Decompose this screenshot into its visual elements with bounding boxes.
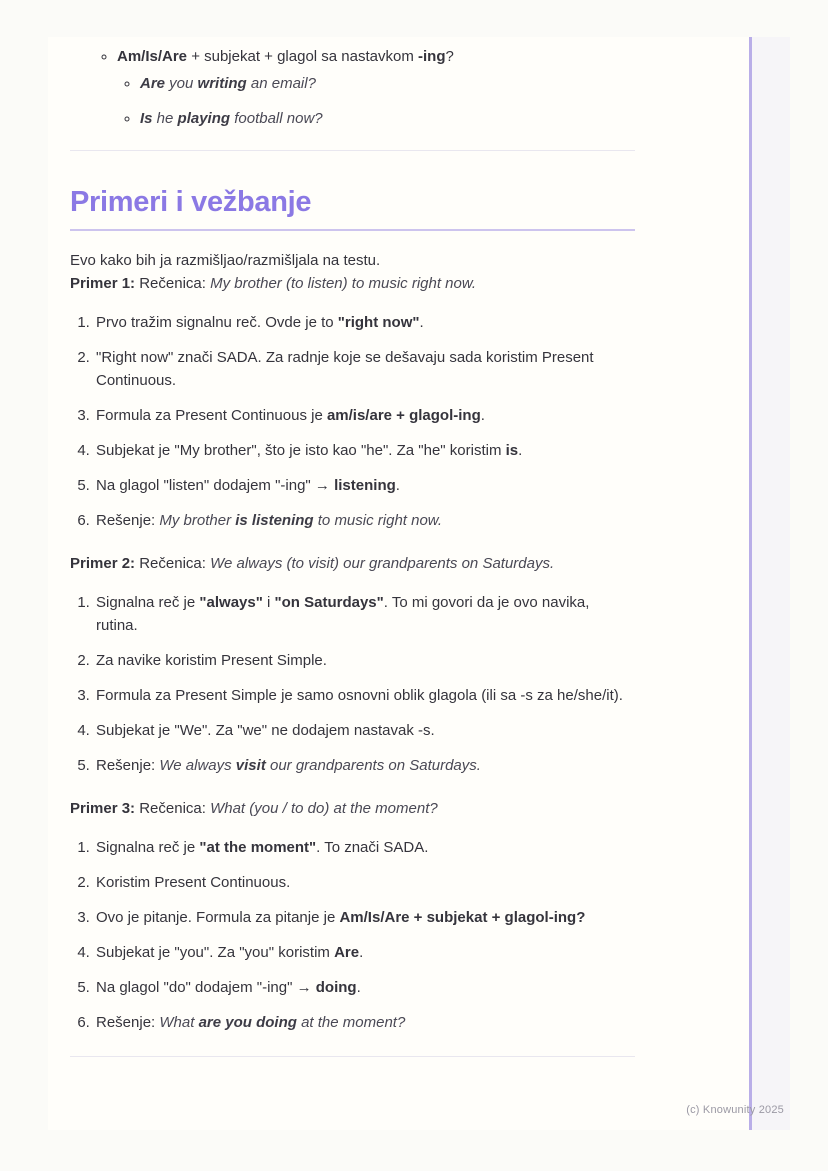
text-segment: Subjekat je "you". Za "you" koristim — [96, 944, 335, 961]
example-block — [70, 552, 635, 777]
text-segment: Na glagol "listen" dodajem "-ing" → — [96, 477, 335, 494]
step-item — [94, 754, 635, 777]
step-item — [94, 684, 635, 707]
text-segment: . — [359, 944, 364, 961]
step-item — [94, 836, 635, 859]
text-segment: What — [159, 1014, 199, 1031]
step-item — [94, 346, 635, 392]
text-segment: . — [356, 979, 361, 996]
scrollbar[interactable] — [749, 37, 752, 1130]
example-block — [70, 797, 635, 1034]
text-segment: Signalna reč je — [96, 839, 200, 856]
text-segment: visit — [235, 757, 266, 774]
bullet-sublist — [117, 72, 635, 130]
text-segment: Are — [334, 944, 360, 961]
text-segment: our grandparents on Saturdays. — [265, 757, 481, 774]
text-segment: . — [518, 442, 523, 459]
text-segment: Is — [140, 110, 153, 127]
step-item — [94, 474, 635, 497]
text-segment: Signalna reč je — [96, 594, 200, 611]
text-segment: . — [419, 314, 424, 331]
step-item — [94, 591, 635, 637]
text-segment: My brother — [159, 512, 236, 529]
text-segment: playing — [177, 110, 231, 127]
text-segment: writing — [197, 75, 247, 92]
text-segment: at the moment? — [296, 1014, 406, 1031]
text-segment: "right now" — [337, 314, 420, 331]
example-lead: Rečenica: — [135, 275, 211, 292]
text-segment: -ing — [418, 48, 446, 65]
text-segment: he — [152, 110, 178, 127]
text-segment: "Right now" znači SADA. Za radnje koje se dešavaju sada koristim Present Continuous. — [96, 349, 594, 389]
text-segment: . To mi govori da je ovo navika, rutina. — [96, 594, 590, 634]
text-segment: am/is/are + glagol-ing — [326, 407, 481, 424]
text-segment: Prvo tražim signalnu reč. Ovde je to — [96, 314, 338, 331]
text-segment: . — [480, 407, 485, 424]
example-block — [70, 272, 635, 532]
text-segment: Subjekat je "We". Za "we" ne dodajem nastavak -s. — [96, 722, 435, 739]
steps-list — [70, 591, 635, 777]
text-segment: are you doing — [198, 1014, 297, 1031]
example-label: Primer 3: — [70, 800, 136, 817]
text-segment: We always (to visit) our grandparents on Saturdays. — [210, 555, 555, 572]
example-heading — [70, 272, 635, 295]
text-segment: We always — [159, 757, 236, 774]
text-segment: Na glagol "do" dodajem "-ing" → — [96, 979, 316, 996]
text-segment: doing — [315, 979, 357, 996]
page-margin-strip — [752, 37, 790, 1130]
text-segment: + subjekat + glagol sa nastavkom — [187, 48, 419, 65]
bullet-item-main — [117, 45, 635, 130]
section-heading: Primeri i vežbanje — [70, 185, 635, 231]
text-segment: an email? — [246, 75, 316, 92]
examples-container — [70, 272, 635, 1034]
document-page — [48, 37, 790, 1130]
section-divider — [70, 150, 635, 151]
example-label: Primer 1: — [70, 275, 136, 292]
bullet-item-sub — [140, 107, 635, 130]
step-item — [94, 649, 635, 672]
text-segment: "on Saturdays" — [274, 594, 384, 611]
bottom-divider — [70, 1056, 635, 1057]
text-segment: Formula za Present Simple je samo osnovni oblik glagola (ili sa -s za he/she/it). — [96, 687, 623, 704]
text-segment: Are — [140, 75, 166, 92]
text-segment: . To znači SADA. — [316, 839, 429, 856]
example-lead: Rečenica: — [135, 555, 211, 572]
step-item — [94, 976, 635, 999]
bullet-item-sub — [140, 72, 635, 95]
step-item — [94, 404, 635, 427]
example-heading — [70, 797, 635, 820]
step-item — [94, 509, 635, 532]
step-item — [94, 906, 635, 929]
step-item — [94, 439, 635, 462]
text-segment: Za navike koristim Present Simple. — [96, 652, 327, 669]
page-content — [70, 45, 635, 1057]
text-segment: you — [165, 75, 198, 92]
step-item — [94, 311, 635, 334]
step-item — [94, 941, 635, 964]
text-segment: Subjekat je "My brother", što je isto kao "he". Za "he" koristim — [96, 442, 506, 459]
bullet-list — [70, 45, 635, 130]
example-heading — [70, 552, 635, 575]
text-segment: Am/Is/Are — [117, 48, 188, 65]
text-segment: "always" — [199, 594, 263, 611]
text-segment: What (you / to do) at the moment? — [210, 800, 438, 817]
text-segment: Rešenje: — [96, 1014, 160, 1031]
text-segment: Am/Is/Are + subjekat + glagol-ing? — [339, 909, 586, 926]
text-segment: is — [505, 442, 519, 459]
text-segment: i — [262, 594, 275, 611]
text-segment: Ovo je pitanje. Formula za pitanje je — [96, 909, 340, 926]
text-segment: listening — [334, 477, 396, 494]
text-segment: football now? — [230, 110, 323, 127]
text-segment: to music right now. — [313, 512, 442, 529]
text-segment: . — [395, 477, 400, 494]
copyright-footer: (c) Knowunity 2025 — [686, 1104, 784, 1116]
step-item — [94, 719, 635, 742]
text-segment: Rešenje: — [96, 757, 160, 774]
example-lead: Rečenica: — [135, 800, 211, 817]
steps-list — [70, 311, 635, 532]
text-segment: Formula za Present Continuous je — [96, 407, 327, 424]
step-item — [94, 871, 635, 894]
text-segment: Rešenje: — [96, 512, 160, 529]
text-segment: My brother (to listen) to music right now. — [210, 275, 477, 292]
intro-text: Evo kako bih ja razmišljao/razmišljala na testu. — [70, 252, 381, 269]
example-label: Primer 2: — [70, 555, 136, 572]
text-segment: ? — [445, 48, 454, 65]
text-segment: "at the moment" — [199, 839, 317, 856]
steps-list — [70, 836, 635, 1034]
text-segment: is listening — [235, 512, 314, 529]
step-item — [94, 1011, 635, 1034]
text-segment: Koristim Present Continuous. — [96, 874, 291, 891]
